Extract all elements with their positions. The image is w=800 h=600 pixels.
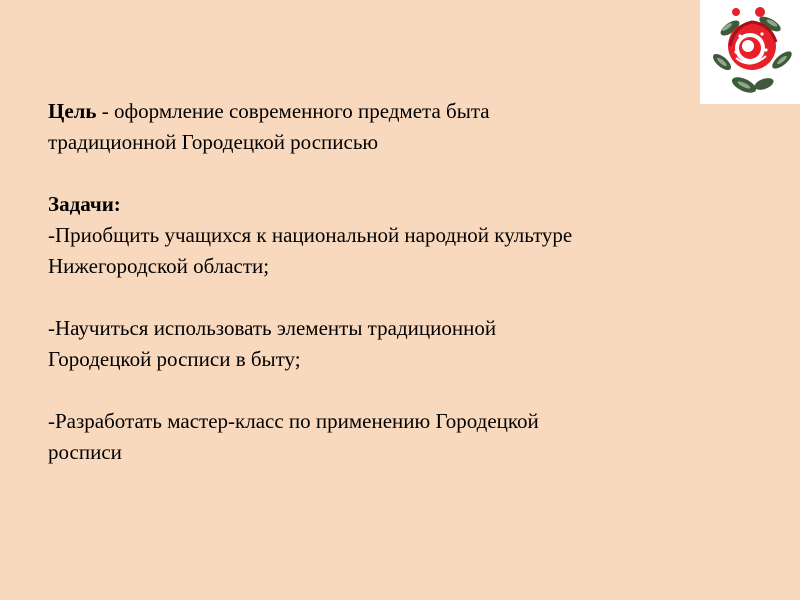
task-1-line-2: Нижегородской области; — [48, 254, 270, 278]
gorodets-flower-icon — [700, 0, 800, 104]
task-3-line-1: -Разработать мастер-класс по применению Городецкой — [48, 409, 539, 433]
task-2-line-2: Городецкой росписи в быту; — [48, 347, 301, 371]
goal-text-1: оформление современного предмета быта — [114, 99, 490, 123]
task-1-line-1: -Приобщить учащихся к национальной народной культуре — [48, 223, 573, 247]
slide-text — [48, 96, 748, 468]
spacer — [48, 375, 748, 406]
spacer — [48, 282, 748, 313]
task-2-line-1: -Научиться использовать элементы традиционной — [48, 316, 497, 340]
spacer — [48, 158, 748, 189]
task-3-line-2: росписи — [48, 440, 122, 464]
goal-line-1 — [48, 96, 748, 127]
goal-separator: - — [96, 99, 115, 123]
ornament-image — [700, 0, 800, 104]
tasks-heading: Задачи: — [48, 192, 121, 216]
goal-label: Цель — [48, 99, 97, 123]
goal-line-2: традиционной Городецкой росписью — [48, 130, 379, 154]
